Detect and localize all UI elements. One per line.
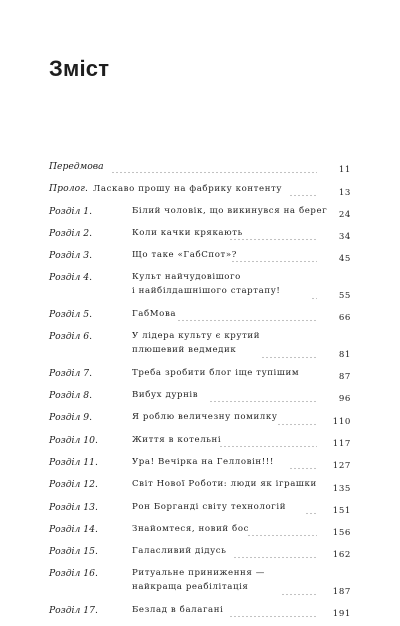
toc-entry[interactable] [49, 389, 351, 411]
toc-entry-title: Рон Борганді світу технологій [132, 501, 287, 512]
dot-leader [229, 615, 317, 618]
toc-page-number: 66 [338, 313, 351, 324]
dot-leader [289, 194, 317, 197]
toc-entry-title: Ритуальне приниження — найкраща реабілітація [132, 568, 265, 593]
toc-entry-label: Розділ 16. [49, 568, 98, 580]
toc-entry-label: Розділ 15. [49, 546, 98, 558]
dot-leader [277, 423, 317, 426]
toc-entry-label: Розділ 10. [49, 434, 98, 446]
toc-page-number: 13 [338, 187, 351, 198]
toc-entry-title: У лідера культу є крутий плюшевий ведмедик [132, 331, 261, 356]
toc-entry[interactable] [49, 545, 351, 567]
toc-page-number: 81 [338, 349, 351, 360]
dot-leader [231, 260, 317, 263]
toc-page-number: 87 [338, 372, 351, 383]
toc-entry-title: Ура! Вечірка на Гелловін!!! [132, 456, 274, 467]
toc-entry[interactable] [49, 523, 351, 545]
toc-entry-title: Пролог. Ласкаво прошу на фабрику контенту [49, 183, 283, 195]
toc-entry-title: ГабМова [132, 308, 177, 319]
toc-entry-title: Культ найчудовішого і найбілдашнішого стартапу! [132, 272, 281, 297]
toc-entry-title: Знайомтеся, новий бос [132, 523, 250, 534]
toc-entry[interactable] [49, 501, 351, 523]
toc-entry[interactable] [49, 182, 351, 204]
toc-entry[interactable] [49, 478, 351, 500]
toc-entry-label: Розділ 9. [49, 412, 93, 424]
toc-entry[interactable] [49, 271, 351, 308]
toc-entry-title: Життя в котельні [132, 434, 222, 445]
toc-page-number: 45 [338, 254, 351, 265]
toc-entry-label: Розділ 8. [49, 390, 93, 402]
toc-page-number: 191 [332, 609, 351, 620]
toc-entry-label: Передмова [49, 161, 104, 172]
dot-leader [311, 297, 317, 300]
toc-entry-label: Пролог. [49, 183, 89, 195]
toc-entry-label: Розділ 11. [49, 456, 98, 468]
toc-page-number: 151 [332, 505, 351, 516]
toc-entry-label: Розділ 12. [49, 479, 98, 491]
dot-leader [233, 556, 317, 559]
toc-entry-label: Розділ 3. [49, 250, 93, 262]
dot-leader [177, 319, 317, 322]
toc-entry-label: Розділ 13. [49, 501, 98, 513]
toc-entry[interactable] [49, 567, 351, 604]
toc-entry-title: Світ Нової Роботи: люди як іграшки [132, 479, 317, 490]
toc-entry-title: Коли качки крякають [132, 227, 243, 238]
toc-entry-label: Розділ 5. [49, 308, 93, 320]
toc-page-number: 110 [332, 416, 351, 427]
dot-leader [219, 445, 317, 448]
toc-entry-label: Розділ 7. [49, 367, 93, 379]
toc-entry[interactable] [49, 205, 351, 227]
toc-entry-title: Безлад в балагані [132, 604, 224, 615]
toc-page-number: 96 [338, 394, 351, 405]
page-title: Зміст [49, 56, 110, 81]
table-of-contents [49, 160, 351, 626]
toc-entry[interactable] [49, 434, 351, 456]
toc-entry[interactable] [49, 367, 351, 389]
toc-entry[interactable] [49, 604, 351, 626]
dot-leader [305, 512, 317, 515]
toc-entry[interactable] [49, 308, 351, 330]
toc-entry[interactable] [49, 330, 351, 367]
dot-leader [261, 356, 317, 359]
toc-entry-title: Я роблю величезну помилку [132, 412, 278, 423]
toc-page-number: 117 [332, 438, 351, 449]
toc-entry-title: Галасливий дідусь [132, 546, 227, 557]
toc-entry-title: Треба зробити блог іще тупішим [132, 367, 300, 378]
dot-leader [289, 467, 317, 470]
dot-leader [281, 593, 317, 596]
toc-entry-title: Білий чоловік, що викинувся на берег [132, 205, 328, 216]
toc-entry[interactable] [49, 160, 351, 182]
toc-entry-label: Розділ 17. [49, 604, 98, 616]
toc-page-number: 162 [332, 550, 351, 561]
toc-entry-label: Розділ 2. [49, 227, 93, 239]
toc-entry[interactable] [49, 227, 351, 249]
toc-entry-label: Розділ 14. [49, 523, 98, 535]
toc-page-number: 24 [338, 209, 351, 220]
dot-leader [229, 238, 317, 241]
dot-leader [111, 171, 317, 174]
dot-leader [247, 534, 317, 537]
toc-page-number: 187 [332, 586, 351, 597]
toc-page-number: 127 [332, 461, 351, 472]
toc-page-number: 55 [338, 290, 351, 301]
toc-page-number: 11 [338, 165, 351, 176]
toc-entry[interactable] [49, 456, 351, 478]
toc-entry[interactable] [49, 249, 351, 271]
toc-page-number: 34 [338, 232, 351, 243]
toc-entry-label: Розділ 4. [49, 272, 93, 284]
toc-page-number: 135 [332, 483, 351, 494]
toc-entry[interactable] [49, 411, 351, 433]
toc-page-number: 156 [332, 528, 351, 539]
dot-leader [209, 400, 317, 403]
toc-entry-title: Що таке «ГабСпот»? [132, 250, 237, 261]
toc-entry-label: Розділ 1. [49, 205, 93, 217]
toc-entry-title: Вибух дурнів [132, 390, 199, 401]
toc-entry-label: Розділ 6. [49, 331, 93, 343]
